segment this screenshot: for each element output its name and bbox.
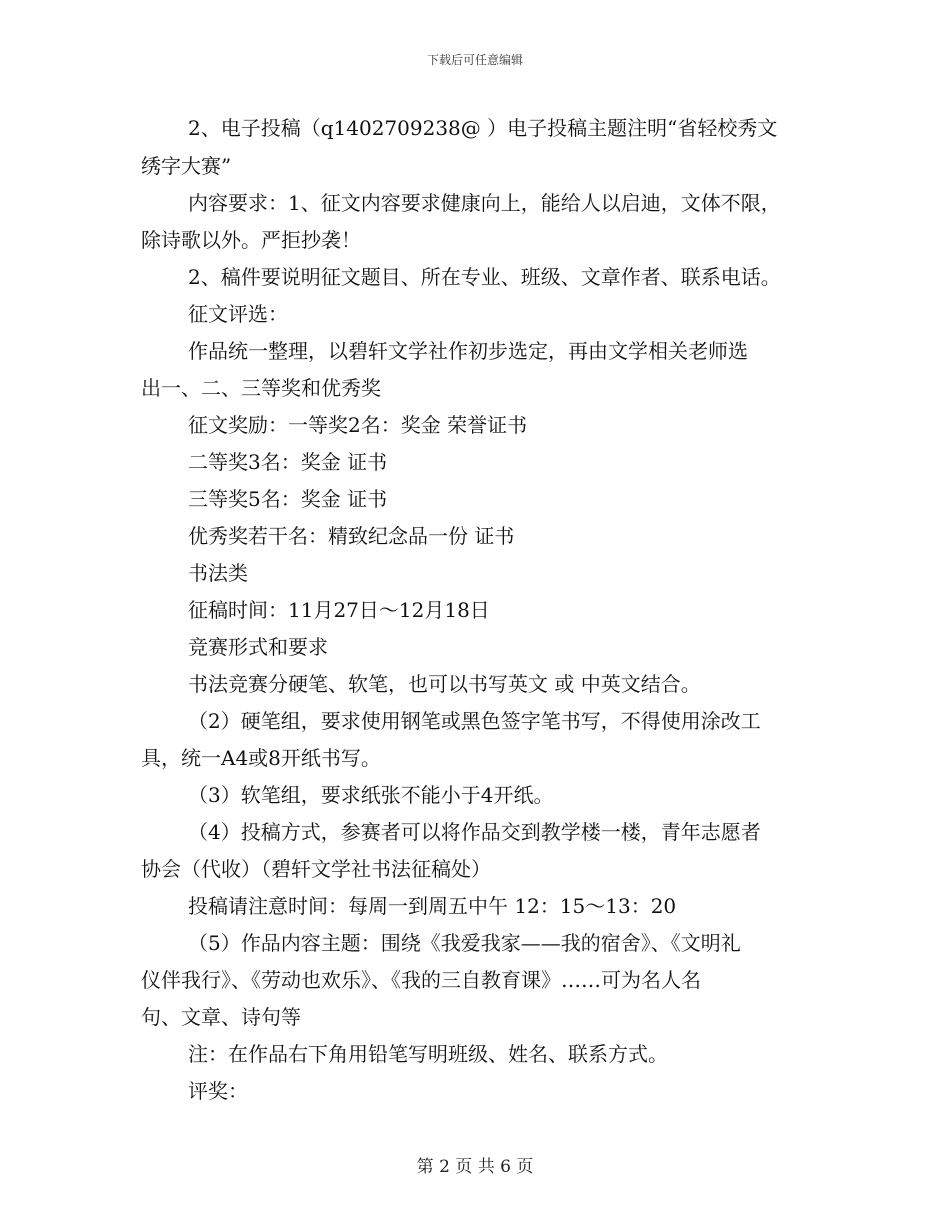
paragraph-line: 竞赛形式和要求 <box>188 635 328 659</box>
paragraph-line: （4）投稿方式，参赛者可以将作品交到教学楼一楼，青年志愿者 <box>188 820 761 844</box>
paragraph-line: 书法类 <box>188 561 248 585</box>
paragraph-line: 句、文章、诗句等 <box>141 1005 301 1029</box>
paragraph-line: 仪伴我行》、《劳动也欢乐》、《我的三自教育课》……可为名人名 <box>141 968 701 992</box>
paragraph-line: 注：在作品右下角用铅笔写明班级、姓名、联系方式。 <box>188 1042 668 1066</box>
paragraph-line: （3）软笔组，要求纸张不能小于4开纸。 <box>188 783 554 807</box>
paragraph-line: 三等奖5名：奖金 证书 <box>188 487 388 511</box>
paragraph-line: 2、稿件要说明征文题目、所在专业、班级、文章作者、联系电话。 <box>188 265 781 289</box>
paragraph-line: 出一、二、三等奖和优秀奖 <box>141 376 381 400</box>
paragraph-line: 绣字大赛” <box>141 154 232 178</box>
paragraph-line: 征稿时间：11月27日～12月18日 <box>188 598 490 622</box>
page-number: 第 2 页 共 6 页 <box>416 1157 534 1177</box>
paragraph-line: 二等奖3名：奖金 证书 <box>188 450 388 474</box>
paragraph-line: 征文奖励：一等奖2名：奖金 荣誉证书 <box>188 413 528 437</box>
paragraph-line: 内容要求：1、征文内容要求健康向上，能给人以启迪，文体不限， <box>188 191 781 215</box>
paragraph-line: （5）作品内容主题：围绕《我爱我家——我的宿舍》、《文明礼 <box>188 931 741 955</box>
page-header: 下载后可任意编辑 <box>426 53 523 67</box>
paragraph-line: 投稿请注意时间：每周一到周五中午 12：15～13：20 <box>188 894 677 918</box>
paragraph-line: 征文评选： <box>188 302 288 326</box>
paragraph-line: 评奖： <box>188 1079 248 1103</box>
paragraph-line: 优秀奖若干名：精致纪念品一份 证书 <box>188 524 515 548</box>
paragraph-line: （2）硬笔组，要求使用钢笔或黑色签字笔书写，不得使用涂改工 <box>188 709 761 733</box>
paragraph-line: 书法竞赛分硬笔、软笔，也可以书写英文 或 中英文结合。 <box>188 672 701 696</box>
paragraph-line: 协会（代收）（碧轩文学社书法征稿处） <box>141 857 491 881</box>
paragraph-line: 2、电子投稿（q1402709238@ ）电子投稿主题注明“省轻校秀文 <box>188 116 778 140</box>
paragraph-line: 具，统一A4或8开纸书写。 <box>141 746 381 770</box>
paragraph-line: 除诗歌以外。严拒抄袭！ <box>141 228 361 252</box>
paragraph-line: 作品统一整理，以碧轩文学社作初步选定，再由文学相关老师选 <box>188 339 748 363</box>
